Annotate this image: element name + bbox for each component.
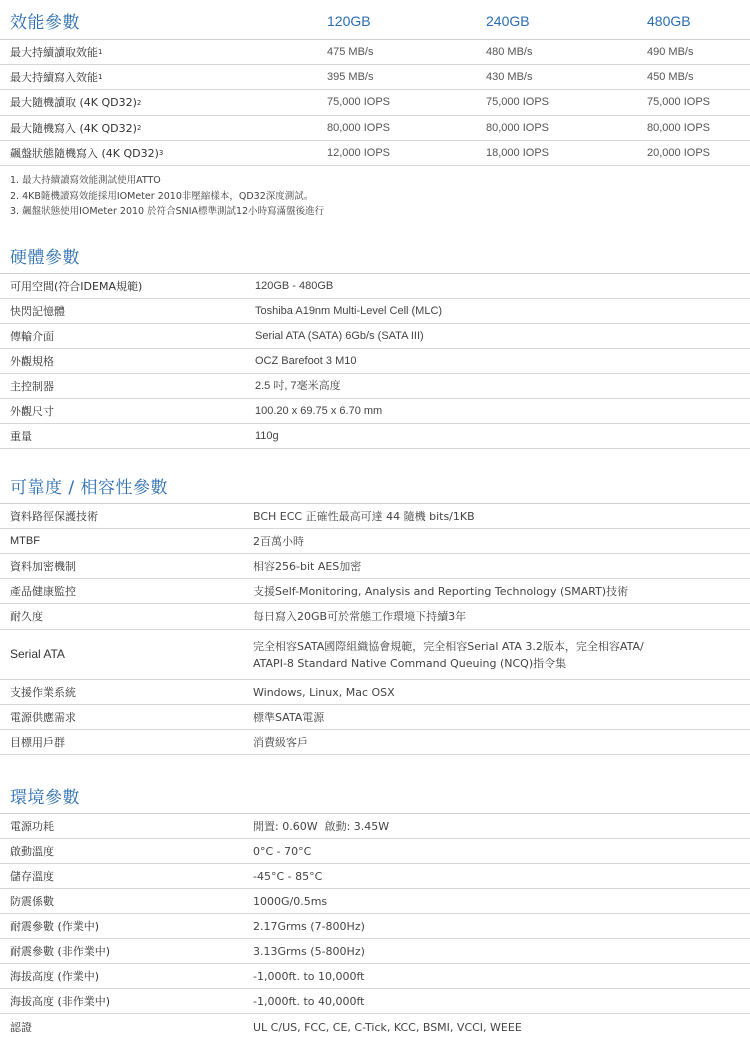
perf-value-120: 395 MB/s [327,70,374,83]
hw-row-controller [0,374,750,399]
spec-value [253,630,644,679]
spec-label: 傳輸介面 [10,329,54,343]
spec-label: 目標用戶群 [10,735,65,749]
spec-value: UL C/US, FCC, CE, C-Tick, KCC, BSMI, VCCI, WEEE [253,1020,522,1034]
spec-label: 電源功耗 [10,819,54,833]
hw-row-capacity [0,274,750,299]
perf-label: 最大隨機讀取 (4K QD32) 2 [10,96,142,109]
spec-label: 儲存溫度 [10,869,54,883]
hardware-title: 硬體參數 [10,248,80,268]
footnote: 2. 4KB隨機讀寫效能採用IOMeter 2010非壓縮樣本，QD32深度測試。 [10,190,314,202]
perf-row-seq-read [0,40,750,65]
spec-value-line-2: ATAPI-8 Standard Native Command Queuing (NCQ)指令集 [253,656,567,670]
capacity-120gb: 120GB [327,13,371,29]
hw-row-interface [0,324,750,349]
rel-row-encryption [0,554,750,579]
spec-label: 外觀規格 [10,354,54,368]
spec-value: -1,000ft. to 40,000ft [253,994,365,1008]
hw-row-flash [0,299,750,324]
spec-value: 120GB - 480GB [255,279,334,292]
spec-label: 耐震參數 (作業中) [10,919,100,933]
spec-value: 2.5 吋, 7毫米高度 [255,379,341,392]
spec-value: 100.20 x 69.75 x 6.70 mm [255,404,383,417]
rel-row-health [0,579,750,604]
spec-label: 外觀尺寸 [10,404,54,418]
spec-value: -45°C - 85°C [253,869,323,883]
perf-value-240: 80,000 IOPS [486,121,549,134]
perf-value-480: 490 MB/s [647,45,694,58]
capacity-240gb: 240GB [486,13,530,29]
perf-value-240: 75,000 IOPS [486,96,549,108]
perf-label: 最大隨機寫入 (4K QD32) 2 [10,121,142,135]
env-row-altitude-op [0,964,750,989]
perf-value-240: 480 MB/s [486,45,533,58]
perf-label: 飆盤狀態隨機寫入 (4K QD32) 3 [10,146,164,160]
spec-label: 耐久度 [10,610,43,623]
rel-row-power [0,705,750,730]
capacity-480gb: 480GB [647,13,691,29]
env-row-op-temp [0,839,750,864]
rel-row-data-path [0,504,750,529]
spec-label: 認證 [10,1020,32,1034]
spec-label: 電源供應需求 [10,710,76,724]
spec-value: 支援Self-Monitoring, Analysis and Reporting Technology (SMART)技術 [253,584,629,598]
spec-label: 資料路徑保護技術 [10,509,98,523]
spec-label: MTBF [10,534,40,547]
perf-row-steady-write [0,141,750,166]
env-row-shock [0,889,750,914]
perf-row-seq-write [0,65,750,90]
spec-value: 2.17Grms (7-800Hz) [253,919,365,933]
rel-row-os [0,680,750,705]
rel-row-endurance [0,604,750,630]
spec-value: 每日寫入20GB可於常態工作環境下持續3年 [253,610,467,623]
spec-value: 2百萬小時 [253,534,304,548]
spec-value: 3.13Grms (5-800Hz) [253,944,365,958]
spec-value: 閒置: 0.60W 啟動: 3.45W [253,819,390,833]
spec-value: -1,000ft. to 10,000ft [253,969,365,983]
spec-label: 海拔高度 (作業中) [10,969,100,983]
performance-footnotes [10,173,324,220]
reliability-title: 可靠度 / 相容性參數 [10,478,169,498]
spec-label: 產品健康監控 [10,584,76,598]
rel-row-mtbf [0,529,750,554]
spec-value: 110g [255,429,279,442]
spec-value: Toshiba A19nm Multi-Level Cell (MLC) [255,304,443,317]
spec-label: 海拔高度 (非作業中) [10,994,111,1008]
perf-value-240: 18,000 IOPS [486,146,549,159]
hw-row-form-factor [0,349,750,374]
perf-label: 最大持續讀取效能 1 [10,45,103,59]
hw-row-weight [0,424,750,449]
perf-value-480: 75,000 IOPS [647,96,710,108]
environment-title: 環境參數 [10,788,80,808]
perf-row-rand-write [0,116,750,141]
footnote: 3. 飆盤狀態使用IOMeter 2010 於符合SNIA標準測試12小時寫滿盤後進行 [10,206,325,217]
perf-value-480: 450 MB/s [647,70,694,83]
perf-label: 最大持續寫入效能 1 [10,70,103,84]
spec-label: 快閃記憶體 [10,304,65,318]
hw-row-dimensions [0,399,750,424]
perf-value-120: 80,000 IOPS [327,121,390,134]
performance-header [0,0,750,40]
perf-row-rand-read [0,90,750,116]
rel-row-target-users [0,730,750,755]
spec-value: 相容256-bit AES加密 [253,559,362,573]
spec-label: 防震係數 [10,894,54,908]
rel-row-serial-ata [0,630,750,680]
spec-value: OCZ Barefoot 3 M10 [255,354,357,367]
env-row-vibration-op [0,914,750,939]
perf-value-120: 12,000 IOPS [327,146,390,159]
perf-value-120: 475 MB/s [327,45,374,58]
perf-value-240: 430 MB/s [486,70,533,83]
spec-value-line-1: 完全相容SATA國際組織協會規範，完全相容Serial ATA 3.2版本，完全相容ATA/ [253,639,644,653]
env-row-power [0,814,750,839]
spec-value: 0°C - 70°C [253,844,312,858]
spec-value: 標準SATA電源 [253,710,325,724]
spec-label: 主控制器 [10,379,54,393]
spec-label: Serial ATA [10,647,65,661]
spec-label: 啟動溫度 [10,844,54,858]
spec-value: 1000G/0.5ms [253,894,328,908]
perf-value-120: 75,000 IOPS [327,96,390,108]
spec-label: 可用空間(符合IDEMA規範) [10,279,143,293]
spec-value: Windows, Linux, Mac OSX [253,685,395,699]
spec-label: 資料加密機制 [10,559,76,573]
env-row-storage-temp [0,864,750,889]
perf-value-480: 20,000 IOPS [647,146,710,159]
footnote: 1. 最大持續讀寫效能測試使用ATTO [10,175,161,186]
spec-value: BCH ECC 正確性最高可達 44 隨機 bits/1KB [253,509,475,523]
spec-label: 耐震參數 (非作業中) [10,944,111,958]
env-row-altitude-nonop [0,989,750,1014]
spec-value: Serial ATA (SATA) 6Gb/s (SATA III) [255,329,424,342]
perf-value-480: 80,000 IOPS [647,121,710,134]
env-row-vibration-nonop [0,939,750,964]
env-row-certifications [0,1014,750,1040]
performance-title: 效能參數 [10,13,80,33]
spec-value: 消費級客戶 [253,735,308,749]
spec-label: 重量 [10,429,32,443]
spec-label: 支援作業系統 [10,685,76,699]
